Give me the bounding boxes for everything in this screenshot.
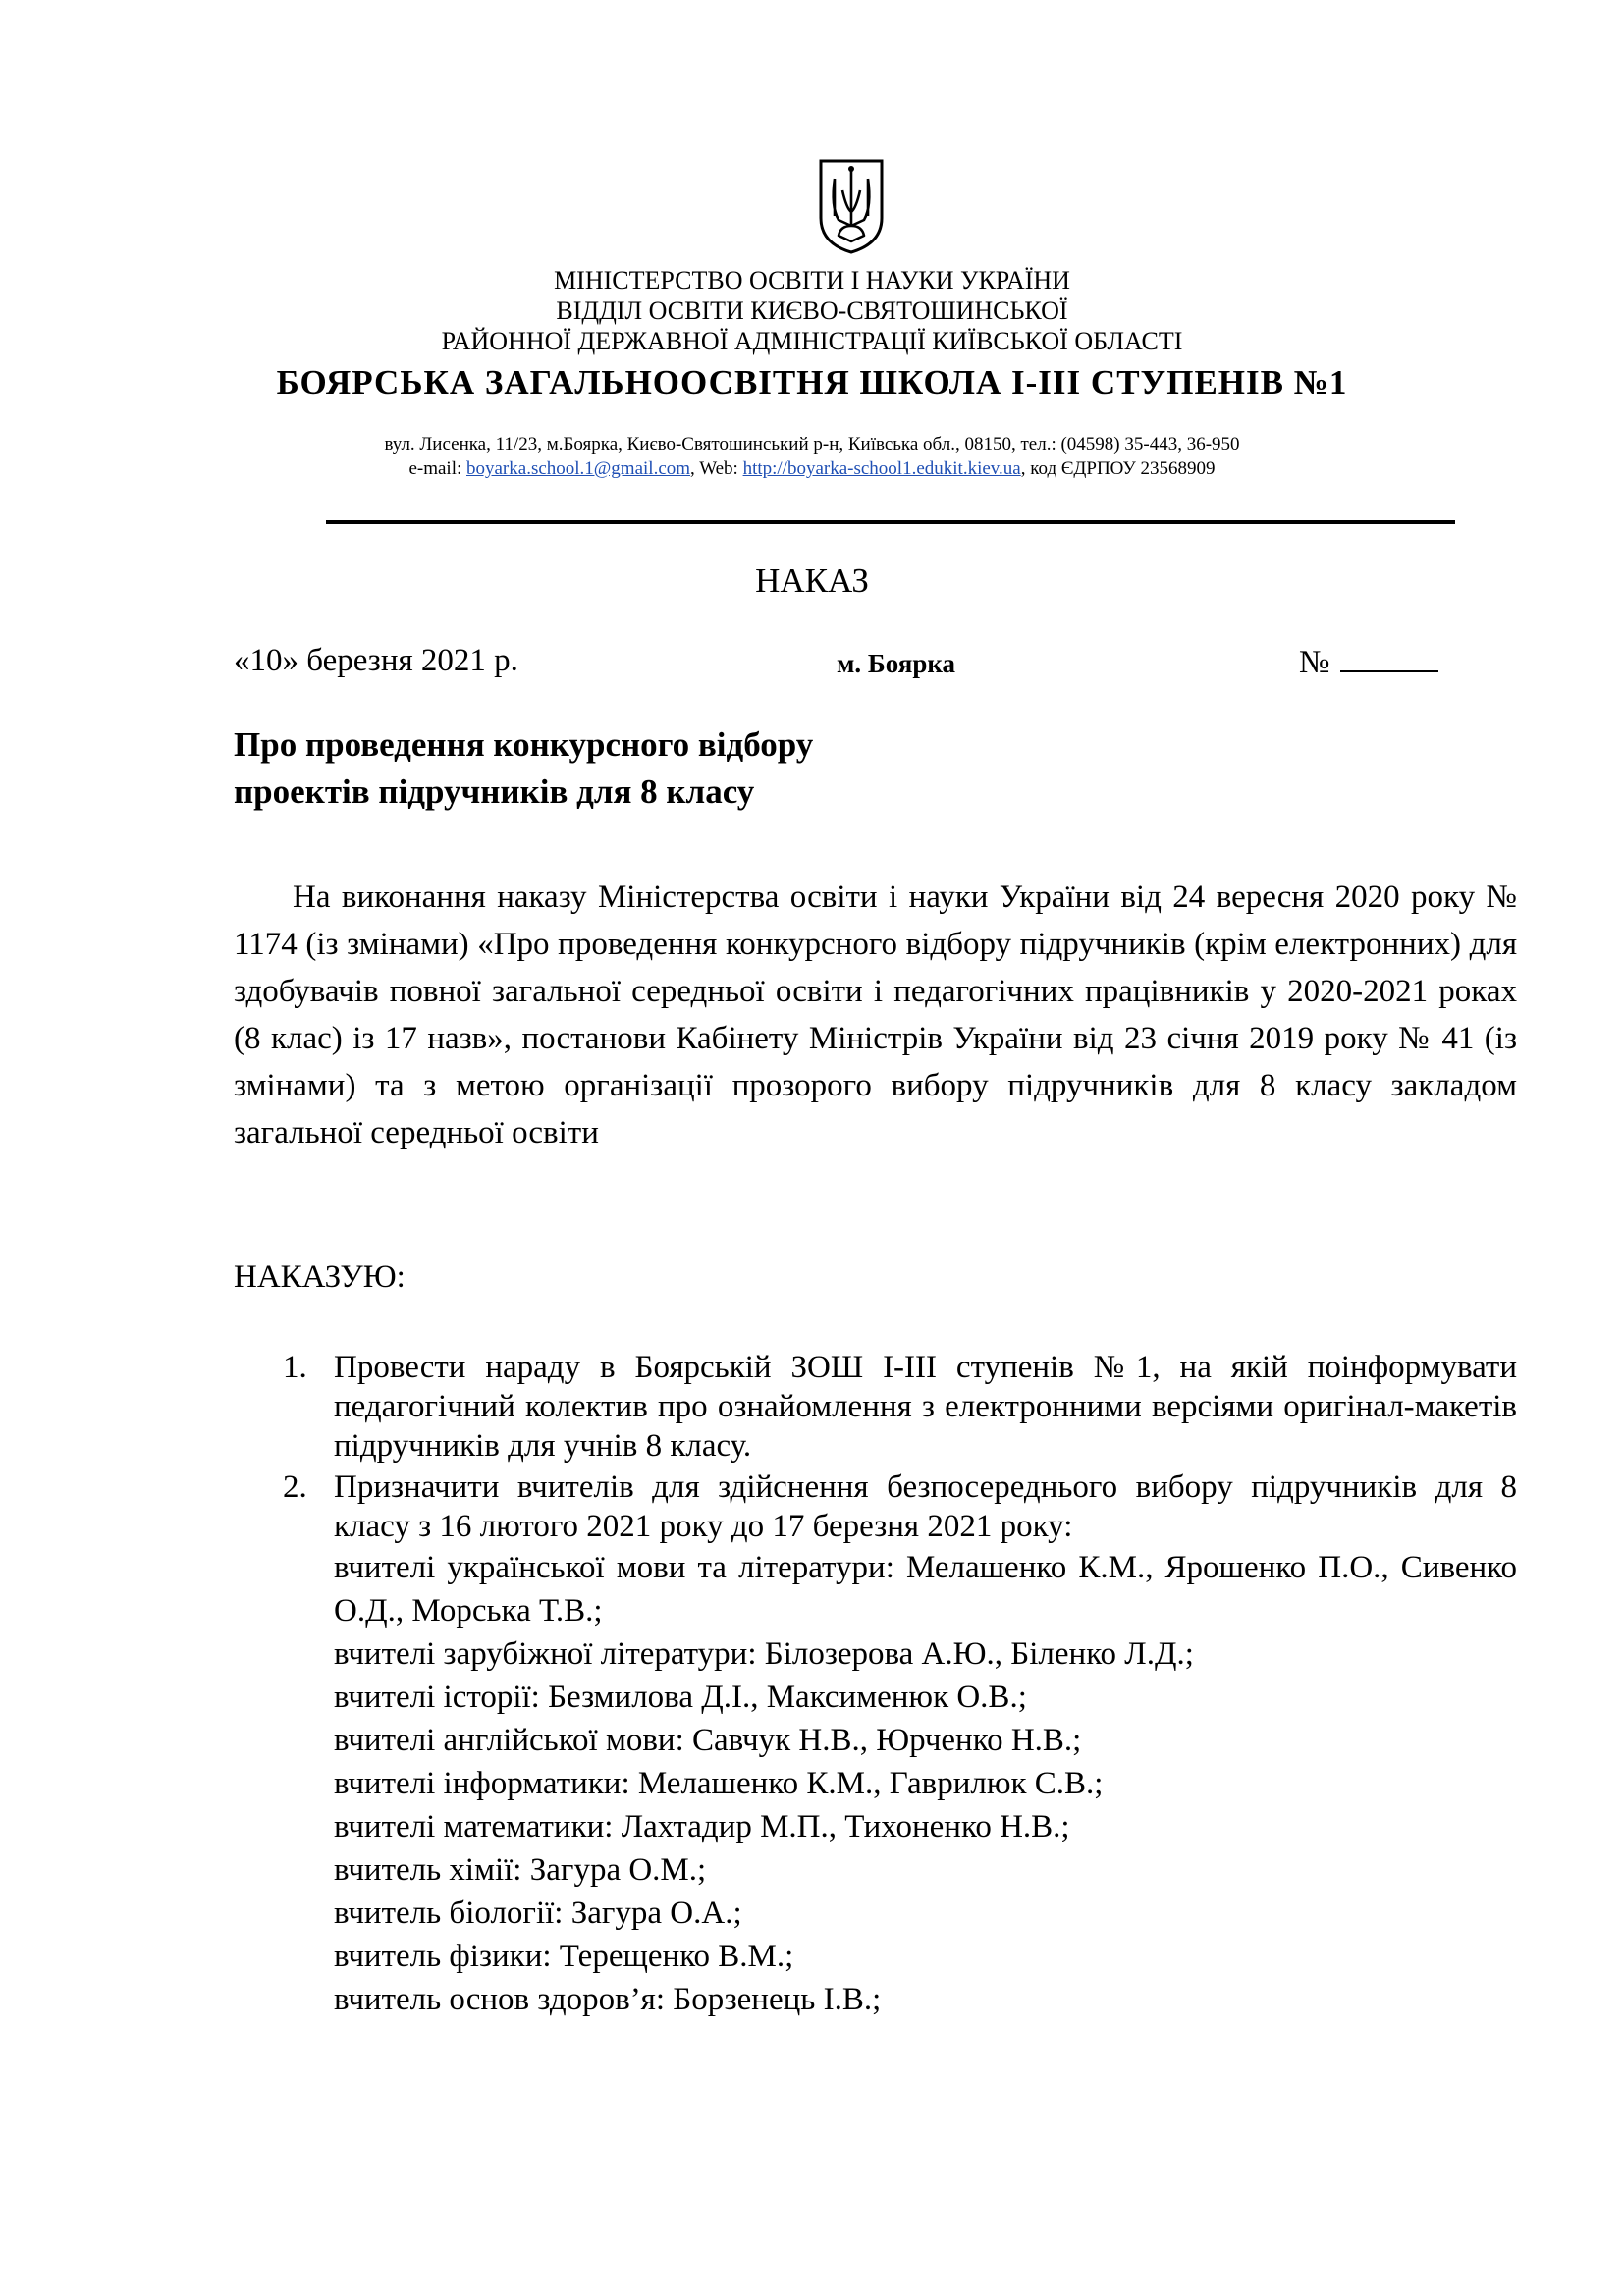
teacher-line: вчителі української мови та літератури: Мелашенко К.М., Ярошенко П.О., Сивенко О.Д., Морська Т.В.; <box>334 1550 1517 1629</box>
address-line: вул. Лисенка, 11/23, м.Боярка, Києво-Святошинський р-н, Київська обл., 08150, тел.: (04598) 35-443, 36-950 <box>384 434 1240 454</box>
header-divider <box>326 520 1455 524</box>
email-label: e-mail: <box>408 458 466 479</box>
item-text: Провести нараду в Боярській ЗОШ І-ІІІ ступенів №1, на якій поінформувати педагогічний колектив про ознайомлення з електронними версіями оригінал-макетів підручників для учнів 8 класу. <box>334 1350 1517 1464</box>
teacher-line: вчителі зарубіжної літератури: Білозерова А.Ю., Біленко Л.Д.; <box>334 1636 1194 1672</box>
teacher-line: вчитель основ здоров’я: Борзенець І.В.; <box>334 1982 882 2017</box>
school-name: БОЯРСЬКА ЗАГАЛЬНООСВІТНЯ ШКОЛА І-ІІІ СТУПЕНІВ №1 <box>276 363 1348 401</box>
subject-line: Про проведення конкурсного відбору <box>234 725 814 764</box>
item-number: 1. <box>283 1350 307 1385</box>
order-date: «10» березня 2021 р. <box>234 643 518 678</box>
preamble-paragraph: На виконання наказу Міністерства освіти і науки України від 24 вересня 2020 року № 1174 (із змінами) «Про проведення конкурсного відбору підручників (крім електронних) для здобувачів повної загальної середньої освіти і педагогічних працівників у 2020-2021 роках (8 клас) із 17 назв», постанови Кабінету Міністрів України від 23 січня 2019 року № 41 (із змінами) та з метою організації прозорого вибору підручників для 8 класу закладом загальної середньої освіти <box>234 880 1517 1150</box>
number-label: № <box>1299 645 1330 680</box>
teacher-line: вчитель біології: Загура О.А.; <box>334 1896 742 1931</box>
teacher-line: вчителі англійської мови: Савчук Н.В., Юрченко Н.В.; <box>334 1723 1082 1758</box>
teacher-line: вчителі математики: Лахтадир М.П., Тихоненко Н.В.; <box>334 1809 1070 1844</box>
order-title: НАКАЗ <box>755 561 869 600</box>
teacher-line: вчителі історії: Безмилова Д.І., Максименюк О.В.; <box>334 1680 1027 1715</box>
list-item <box>0 1468 1517 1546</box>
order-city: м. Боярка <box>837 649 955 678</box>
teacher-line: вчитель фізики: Терещенко В.М.; <box>334 1939 794 1974</box>
order-number <box>1299 643 1438 681</box>
subject-line: проектів підручників для 8 класу <box>234 773 755 811</box>
email-link[interactable]: boyarka.school.1@gmail.com <box>466 458 691 479</box>
web-link[interactable]: http://boyarka-school1.edukit.kiev.ua <box>742 458 1021 479</box>
order-subject <box>234 721 813 816</box>
ministry-line: МІНІСТЕРСТВО ОСВІТИ І НАУКИ УКРАЇНИ <box>554 266 1070 294</box>
trident-coat-of-arms-icon <box>817 157 886 255</box>
number-blank <box>1340 643 1438 672</box>
contacts-line <box>0 458 1624 480</box>
order-items <box>0 1348 1624 2021</box>
code-text: , код ЄДРПОУ 23568909 <box>1020 458 1216 479</box>
teacher-assignments <box>0 1546 1624 2021</box>
item-text: Призначити вчителів для здійснення безпосереднього вибору підручників для 8 класу з 16 лютого 2021 року до 17 березня 2021 року: <box>334 1469 1517 1544</box>
list-item <box>0 1348 1517 1466</box>
order-word: НАКАЗУЮ: <box>234 1259 406 1295</box>
teacher-line: вчитель хімії: Загура О.М.; <box>334 1852 707 1888</box>
department-line: ВІДДІЛ ОСВІТИ КИЄВО-СВЯТОШИНСЬКОЇ <box>556 296 1068 325</box>
administration-line: РАЙОННОЇ ДЕРЖАВНОЇ АДМІНІСТРАЦІЇ КИЇВСЬКОЇ ОБЛАСТІ <box>441 327 1183 355</box>
web-label: , Web: <box>690 458 743 479</box>
teacher-line: вчителі інформатики: Мелашенко К.М., Гаврилюк С.В.; <box>334 1766 1104 1801</box>
item-number: 2. <box>283 1469 307 1505</box>
